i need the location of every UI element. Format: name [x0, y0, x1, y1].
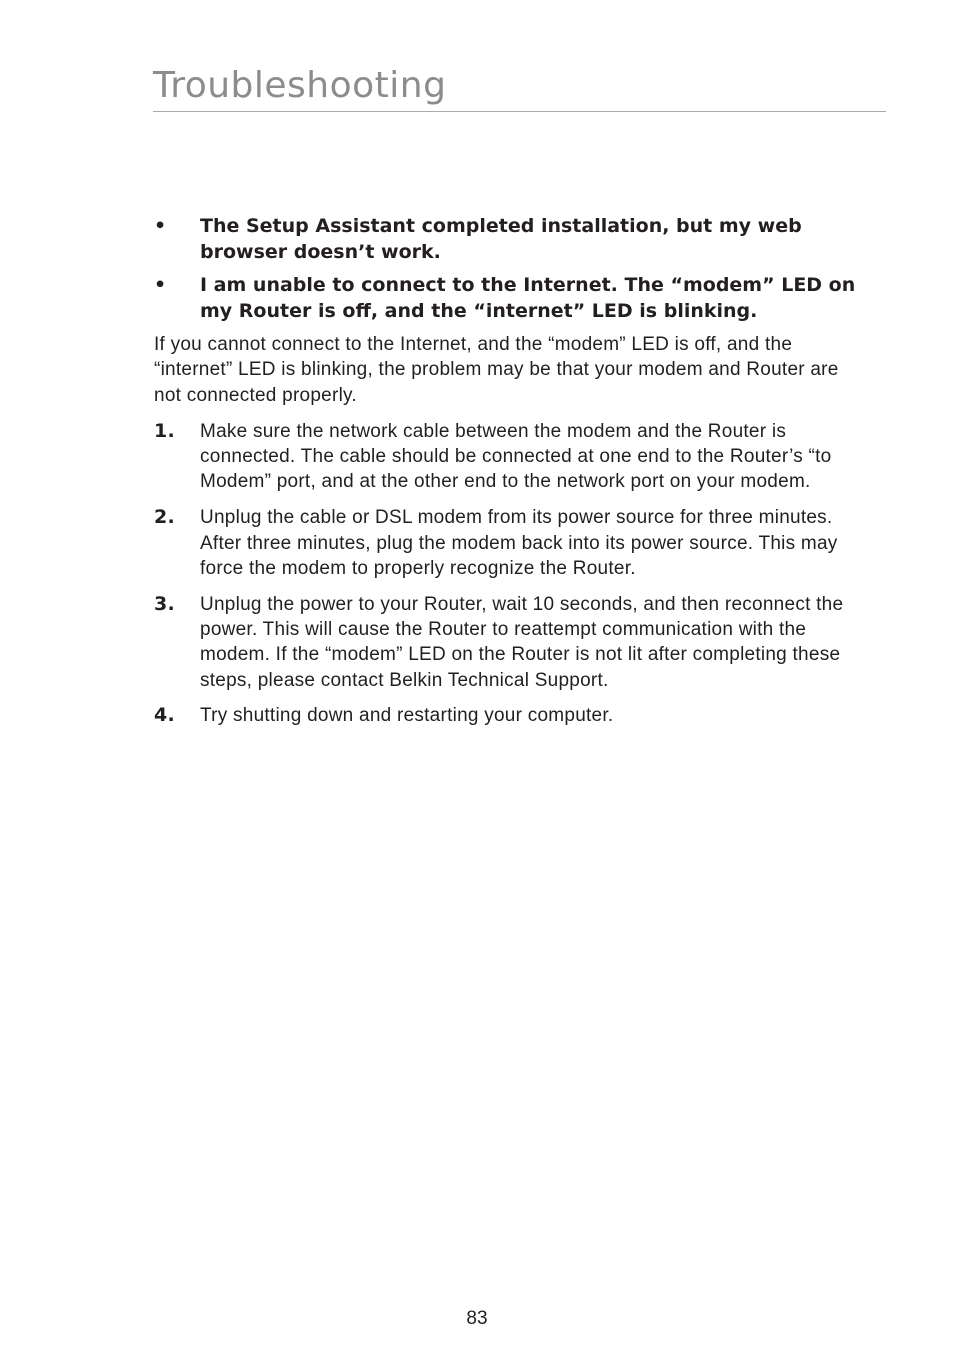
question-item	[154, 214, 866, 265]
step-item	[154, 592, 866, 693]
page-number: 83	[466, 1308, 488, 1329]
intro-paragraph: If you cannot connect to the Internet, and the “modem” LED is off, and the “internet” LED is blinking, the problem may be that your modem and Router are not connected properly.	[154, 334, 839, 406]
step-text: Unplug the cable or DSL modem from its power source for three minutes. After three minutes, plug the modem back into its power source. This may force the modem to properly recognize the Router.	[200, 507, 838, 579]
step-text: Make sure the network cable between the modem and the Router is connected. The cable should be connected at one end to the Router’s “to Modem” port, and at the other end to the network port on your modem.	[200, 420, 832, 493]
step-number: 4.	[154, 704, 175, 727]
main-content	[154, 214, 866, 739]
step-item	[154, 703, 866, 728]
step-item	[154, 419, 866, 495]
step-text: Unplug the power to your Router, wait 10 seconds, and then reconnect the power. This will cause the Router to reattempt communication with the modem. If the “modem” LED on the Router is not lit after completing these steps, please contact Belkin Technical Support.	[200, 593, 844, 691]
bullet-mark: •	[154, 274, 167, 296]
step-number: 3.	[154, 592, 175, 615]
question-text: The Setup Assistant completed installation, but my web browser doesn’t work.	[200, 215, 802, 263]
step-number: 2.	[154, 506, 175, 529]
step-text: Try shutting down and restarting your computer.	[200, 705, 614, 727]
question-item	[154, 273, 866, 324]
step-number: 1.	[154, 419, 175, 442]
step-item	[154, 505, 866, 581]
title-divider	[153, 111, 886, 112]
bullet-mark: •	[154, 215, 167, 237]
page-title: Troubleshooting	[153, 65, 447, 106]
question-text: I am unable to connect to the Internet. The “modem” LED on my Router is off, and the “internet” LED is blinking.	[200, 274, 856, 322]
